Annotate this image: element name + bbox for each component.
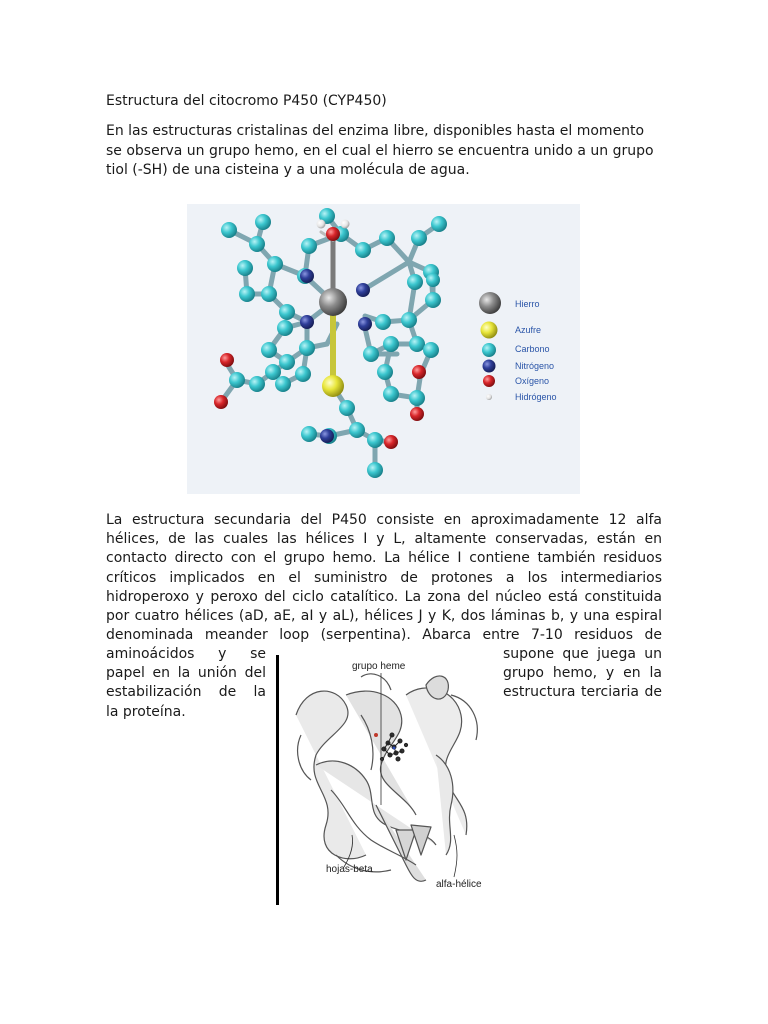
legend-label-oxigeno: Oxígeno (515, 376, 550, 386)
heme-molecule-figure (187, 204, 580, 494)
wrap-right-line: estructura terciaria de (503, 684, 662, 701)
wrap-right-line: supone que juega un (503, 646, 662, 662)
legend-label-nitrogeno: Nitrógeno (515, 361, 555, 371)
legend-label-carbono: Carbono (515, 344, 550, 354)
label-hojas-beta: hojas-beta (326, 864, 373, 875)
sulfur-atom (322, 375, 344, 397)
label-grupo-heme: grupo heme (352, 661, 406, 672)
wrap-text-left (106, 645, 266, 722)
wrap-left-line: aminoácidos y se (106, 646, 266, 662)
heme-molecule-diagram (187, 204, 580, 494)
wrap-left-line: papel en la unión del (106, 665, 266, 682)
protein-ribbon-diagram (276, 655, 494, 905)
legend (479, 292, 557, 402)
legend-label-hierro: Hierro (515, 299, 540, 309)
iron-atom (319, 288, 347, 316)
legend-label-hidrogeno: Hidrógeno (515, 392, 557, 402)
label-alfa-helice: alfa-hélice (436, 879, 482, 890)
protein-ribbon-figure (276, 655, 494, 905)
figure-border-bar (276, 655, 279, 905)
legend-label-azufre: Azufre (515, 325, 542, 335)
page-title: Estructura del citocromo P450 (CYP450) (106, 93, 387, 109)
wrap-left-line: estabilización de la (106, 684, 266, 701)
wrap-right-line: grupo hemo, y en la (503, 665, 662, 682)
intro-paragraph: En las estructuras cristalinas del enzima libre, disponibles hasta el momento se observa un grupo hemo, en el cual el hierro se encuentra unido a un grupo tiol (-SH) de una cisteina y a una molécula de agua. (106, 123, 654, 178)
wrap-text-right (503, 645, 662, 703)
secondary-structure-paragraph: La estructura secundaria del P450 consiste en aproximadamente 12 alfa hélices, de las cuales las hélices I y L, altamente conservadas, están en contacto directo con el grupo hemo. La hélice I contiene también residuos críticos implicados en el suministro de protones a los intermediarios hidroperoxo y peroxo del ciclo catalítico. La zona del núcleo está constituida por cuatro hélices (aD, aE, aI y aL), hélices J y K, dos láminas b, y una espiral denominada meander loop (serpentina). Abarca entre 7-10 residuos de (106, 512, 662, 644)
wrap-left-line: la proteína. (106, 703, 186, 720)
